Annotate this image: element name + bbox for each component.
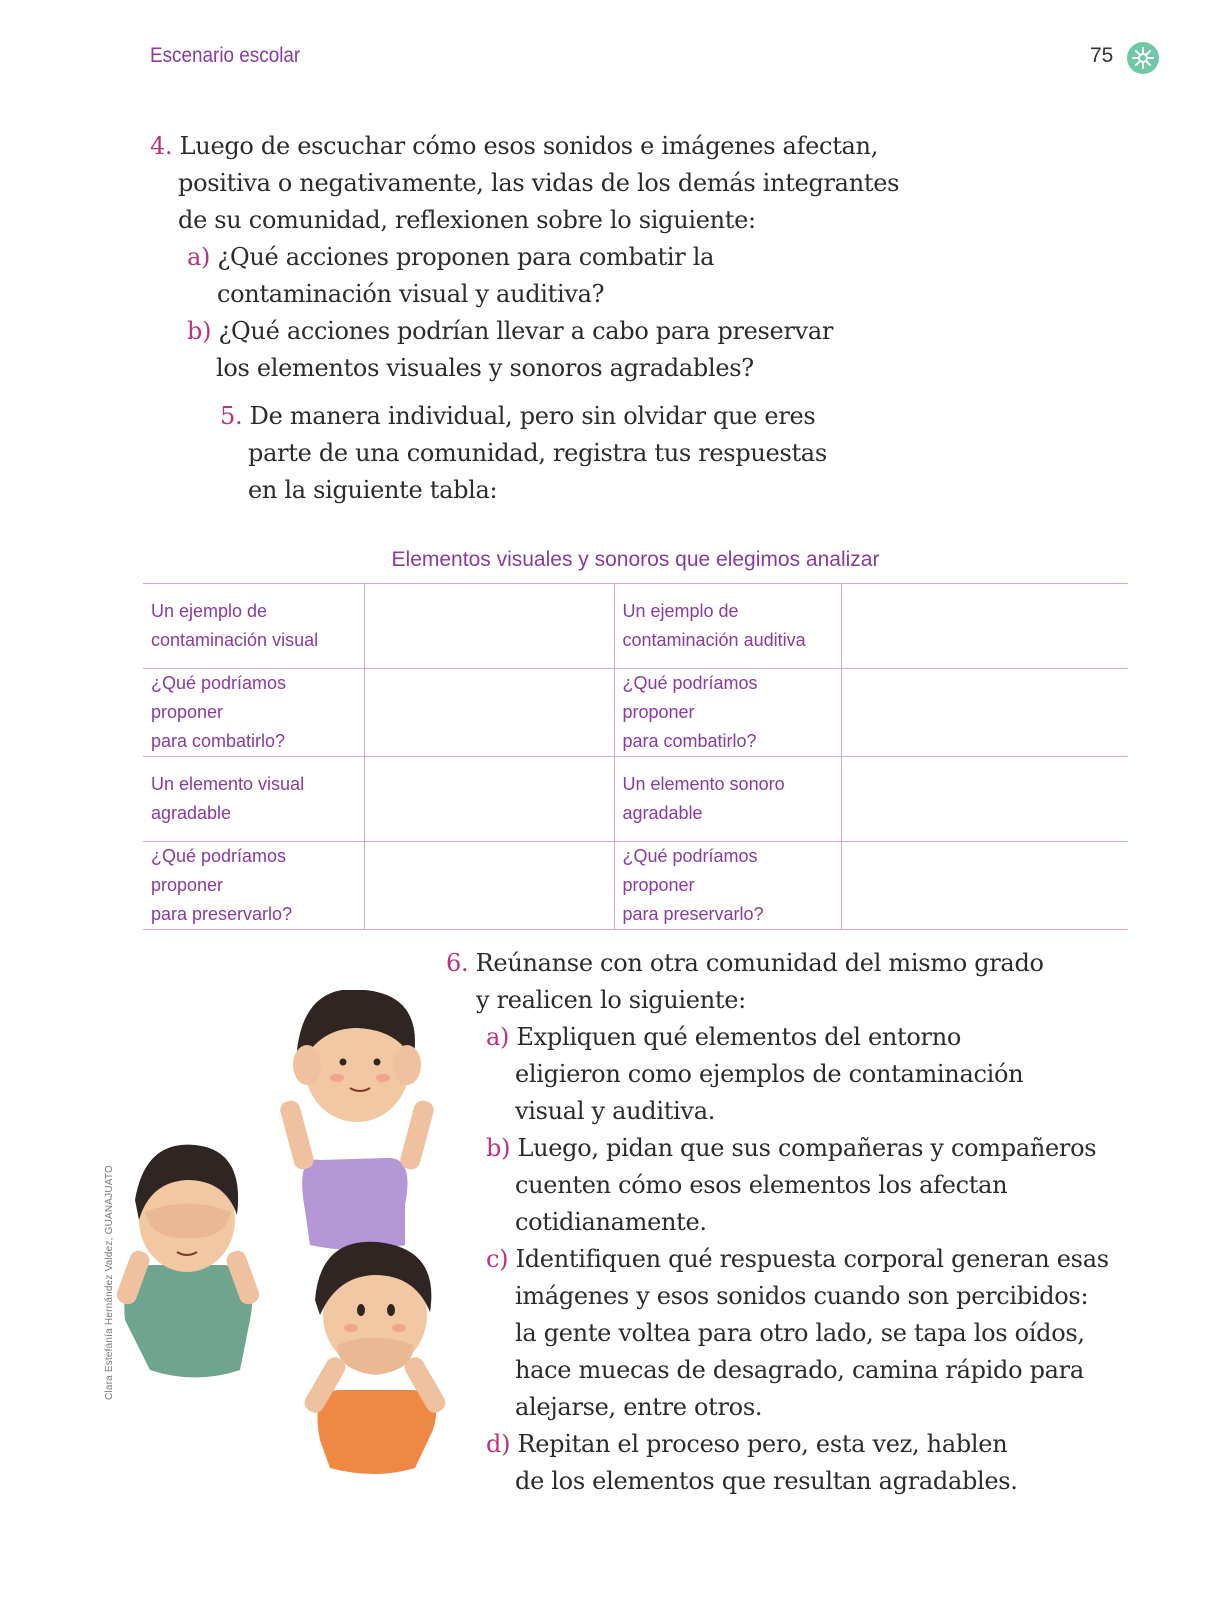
label-line: ¿Qué podríamos proponer	[151, 673, 287, 722]
activity-text-line: en la siguiente tabla:	[248, 476, 498, 504]
activity-text-line: parte de una comunidad, registra tus respuestas	[248, 439, 827, 467]
row-label-right	[614, 842, 841, 930]
activity-text-line: de su comunidad, reflexionen sobre lo siguiente:	[178, 206, 756, 234]
answer-cell-left[interactable]	[364, 757, 614, 842]
answer-cell-left[interactable]	[364, 842, 614, 930]
row-label-left	[143, 842, 364, 930]
label-line: para combatirlo?	[622, 731, 757, 751]
item-text-line: eligieron como ejemplos de contaminación	[515, 1060, 1024, 1088]
label-line: para preservarlo?	[151, 904, 293, 924]
child-covering-ears-figure	[278, 990, 435, 1250]
activity-6	[446, 945, 1109, 1500]
label-line: Un elemento visual	[151, 774, 305, 794]
child-covering-mouth-figure	[301, 1242, 448, 1474]
answer-cell-right[interactable]	[841, 584, 1128, 669]
activity-number: 5.	[220, 402, 243, 430]
activity-4	[150, 128, 899, 387]
label-line: ¿Qué podríamos proponer	[622, 846, 758, 895]
child-covering-eyes-figure	[115, 1145, 262, 1378]
item-text-line: hace muecas de desagrado, camina rápido para	[515, 1356, 1084, 1384]
item-letter: d)	[486, 1430, 511, 1458]
item-text-line: ¿Qué acciones podrían llevar a cabo para preservar	[218, 317, 834, 345]
table-row	[143, 842, 1128, 930]
label-line: para preservarlo?	[622, 904, 764, 924]
item-text-line: Expliquen qué elementos del entorno	[516, 1023, 961, 1051]
children-illustration	[115, 990, 465, 1500]
answer-cell-right[interactable]	[841, 842, 1128, 930]
answer-cell-left[interactable]	[364, 584, 614, 669]
table-caption: Elementos visuales y sonoros que elegimos analizar	[391, 548, 880, 571]
item-letter: a)	[486, 1023, 510, 1051]
label-line: contaminación auditiva	[622, 630, 806, 650]
row-label-right	[614, 669, 841, 757]
item-text-line: la gente voltea para otro lado, se tapa los oídos,	[515, 1319, 1085, 1347]
row-label-left	[143, 584, 364, 669]
item-text-line: imágenes y esos sonidos cuando son percibidos:	[515, 1282, 1089, 1310]
row-label-left	[143, 757, 364, 842]
activity-text-line: Reúnanse con otra comunidad del mismo grado	[475, 949, 1044, 977]
section-title: Escenario escolar	[150, 44, 301, 67]
row-label-right	[614, 757, 841, 842]
table-row	[143, 669, 1128, 757]
activity-text-line: positiva o negativamente, las vidas de los demás integrantes	[178, 169, 900, 197]
label-line: ¿Qué podríamos proponer	[622, 673, 758, 722]
activity-text-line: y realicen lo siguiente:	[476, 986, 746, 1014]
label-line: Un ejemplo de	[622, 601, 739, 621]
item-letter: a)	[187, 243, 211, 271]
item-text-line: Repitan el proceso pero, esta vez, hablen	[517, 1430, 1008, 1458]
item-letter: b)	[486, 1134, 511, 1162]
item-text-line: contaminación visual y auditiva?	[217, 280, 605, 308]
illustration-credit: Clara Estefanía Hernández Valdez, GUANAJUATO	[104, 1164, 115, 1400]
activity-text-line: De manera individual, pero sin olvidar que eres	[249, 402, 816, 430]
answer-cell-left[interactable]	[364, 669, 614, 757]
activity-text-line: Luego de escuchar cómo esos sonidos e imágenes afectan,	[179, 132, 879, 160]
item-text-line: ¿Qué acciones proponen para combatir la	[217, 243, 715, 271]
item-text-line: cuenten cómo esos elementos los afectan	[515, 1171, 1008, 1199]
item-text-line: Luego, pidan que sus compañeras y compañeros	[517, 1134, 1097, 1162]
item-text-line: Identifiquen qué respuesta corporal generan esas	[515, 1245, 1109, 1273]
label-line: agradable	[622, 803, 703, 823]
label-line: para combatirlo?	[151, 731, 286, 751]
item-letter: c)	[486, 1245, 509, 1273]
activity-5	[220, 398, 827, 509]
page-number: 75	[1090, 44, 1114, 67]
item-text-line: cotidianamente.	[515, 1208, 707, 1236]
item-text-line: visual y auditiva.	[515, 1097, 716, 1125]
response-table	[143, 583, 1128, 930]
label-line: contaminación visual	[151, 630, 319, 650]
row-label-left	[143, 669, 364, 757]
table-row	[143, 584, 1128, 669]
label-line: Un elemento sonoro	[622, 774, 785, 794]
activity-number: 4.	[150, 132, 173, 160]
label-line: agradable	[151, 803, 232, 823]
row-label-right	[614, 584, 841, 669]
item-text-line: alejarse, entre otros.	[515, 1393, 763, 1421]
answer-cell-right[interactable]	[841, 757, 1128, 842]
answer-cell-right[interactable]	[841, 669, 1128, 757]
label-line: ¿Qué podríamos proponer	[151, 846, 287, 895]
sun-flower-icon	[1127, 42, 1159, 74]
activity-number: 6.	[446, 949, 469, 977]
label-line: Un ejemplo de	[151, 601, 268, 621]
item-text-line: de los elementos que resultan agradables.	[515, 1467, 1018, 1495]
item-letter: b)	[187, 317, 212, 345]
item-text-line: los elementos visuales y sonoros agradables?	[216, 354, 754, 382]
table-row	[143, 757, 1128, 842]
